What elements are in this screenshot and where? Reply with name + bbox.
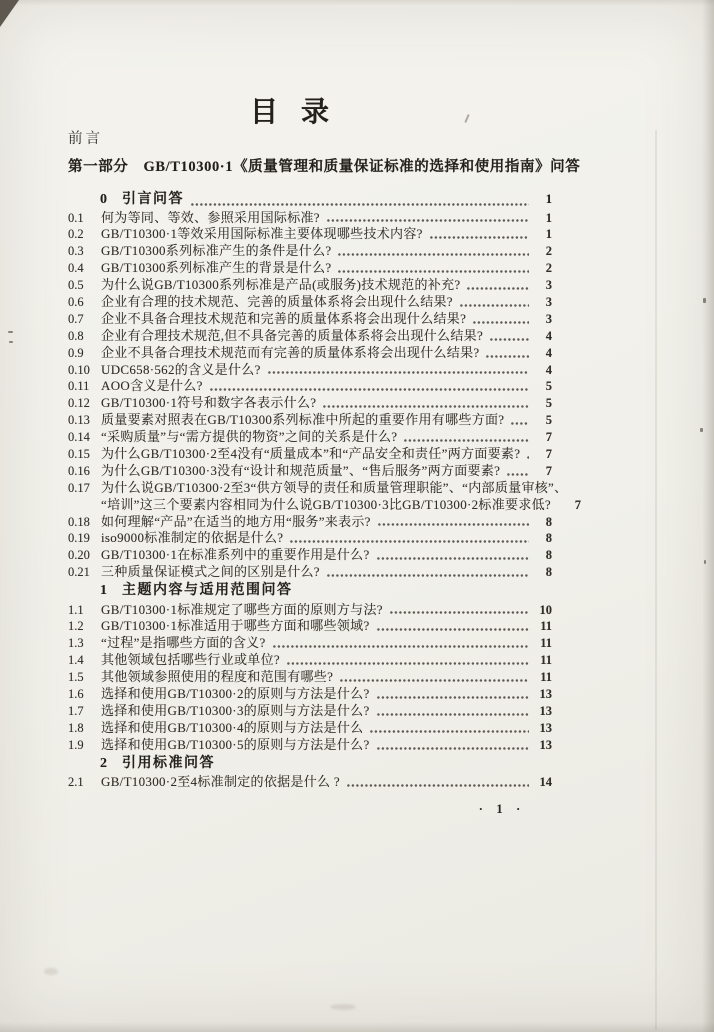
toc-entry-text: iso9000标准制定的依据是什么? <box>101 530 284 546</box>
toc-entry-number: 0.21 <box>68 565 90 580</box>
toc-entry-row <box>68 412 552 429</box>
toc-entry-text: 为什么GB/T10300·3没有“设计和规范质量”、“售后服务”两方面要素? <box>101 462 501 478</box>
toc-entry-row <box>68 210 552 227</box>
dotted-leader <box>290 540 529 543</box>
toc-entry-text: 质量要素对照表在GB/T10300系列标准中所起的重要作用有哪些方面? <box>101 412 505 428</box>
toc-entry-text: 企业不具备合理技术规范和完善的质量体系将会出现什么结果? <box>101 310 467 326</box>
toc-page-number: 11 <box>540 670 552 685</box>
toc-page-number: 4 <box>545 362 552 377</box>
toc-page-number: 5 <box>545 396 552 411</box>
foreword-label: 前言 <box>68 131 103 147</box>
toc-page-number: 8 <box>545 548 552 563</box>
toc-entry-number: 0.17 <box>68 480 90 495</box>
dotted-leader <box>191 203 529 206</box>
toc-entry-text: AOO含义是什么? <box>101 378 203 394</box>
scan-tick-mark <box>464 114 469 123</box>
toc-entry-text: GB/T10300系列标准产生的背景是什么? <box>101 260 332 276</box>
toc-entry-number: 0.20 <box>68 548 90 563</box>
toc-page-number: 7 <box>545 430 552 445</box>
toc-entry-number: 0.16 <box>68 463 90 478</box>
toc-page-number: 3 <box>545 294 552 309</box>
toc-entry-number: 0.19 <box>68 531 90 546</box>
dotted-leader <box>338 253 529 256</box>
toc-entry-text: 引用标准问答 <box>122 755 215 771</box>
toc-entry-text: 三种质量保证模式之间的区别是什么? <box>101 564 320 580</box>
toc-entry-number: 1.2 <box>68 619 84 634</box>
toc-page-number: 1 <box>545 210 552 225</box>
toc-page-number: 3 <box>545 311 552 326</box>
toc-entry-row <box>68 530 552 547</box>
toc-page-number: 7 <box>574 497 581 512</box>
toc-entry-text: 选择和使用GB/T10300·5的原则与方法是什么? <box>101 736 370 752</box>
toc-entry-number: 0.12 <box>68 396 90 411</box>
dotted-leader <box>377 696 529 699</box>
dotted-leader <box>377 747 529 750</box>
dotted-leader <box>377 557 529 560</box>
toc-entry-text: 企业有合理技术规范,但不具备完善的质量体系将会出现什么结果? <box>101 327 484 343</box>
dotted-leader <box>507 473 529 476</box>
toc-section-row <box>68 754 552 775</box>
dotted-leader <box>377 713 529 716</box>
toc-entry-row <box>68 547 552 564</box>
toc-entry-row <box>68 429 552 446</box>
toc-entry-text: 其他领域参照使用的程度和范围有哪些? <box>101 669 334 685</box>
toc-entry-row <box>68 602 552 619</box>
toc-entry-number: 0.1 <box>68 210 84 225</box>
toc-entry-number: 2 <box>100 755 107 771</box>
toc-entry-text: 引言问答 <box>122 192 184 207</box>
toc-page-number: 13 <box>539 687 552 702</box>
toc-entry-text: GB/T10300系列标准产生的条件是什么? <box>101 243 332 259</box>
toc-entry-text: “过程”是指哪些方面的含义? <box>101 635 266 651</box>
dotted-leader <box>210 388 529 391</box>
toc-page-number: 2 <box>545 261 552 276</box>
toc-entry-number: 0.13 <box>68 413 90 428</box>
toc-entry-number: 0.14 <box>68 430 90 445</box>
toc-entry-row <box>68 652 552 669</box>
toc-entry-number: 0.15 <box>68 446 90 461</box>
toc-entry-number: 0.4 <box>68 261 84 276</box>
toc-page-number: 8 <box>545 514 552 529</box>
toc-entry-row <box>68 479 568 497</box>
toc-entry-text: 选择和使用GB/T10300·4的原则与方法是什么 <box>101 719 364 735</box>
toc-entry-text: “采购质量”与“需方提供的物资”之间的关系是什么? <box>101 429 398 445</box>
toc-entry-number: 2.1 <box>68 775 84 790</box>
toc-entry-number: 0 <box>100 192 107 207</box>
toc-entry-text: 选择和使用GB/T10300·2的原则与方法是什么? <box>101 686 370 702</box>
dotted-leader <box>486 355 529 358</box>
scan-crease-line <box>655 130 657 1030</box>
toc-page-number: 13 <box>539 720 552 735</box>
toc-entry-text: 何为等同、等效、参照采用国际标准? <box>101 209 320 225</box>
toc-entry-number: 0.5 <box>68 278 84 293</box>
page-edge-shadow-bottom <box>0 1022 714 1032</box>
toc-page-number: 4 <box>545 328 552 343</box>
dotted-leader <box>404 439 529 442</box>
dotted-leader <box>370 730 529 733</box>
toc-page-number: 5 <box>545 379 552 394</box>
toc-entry-row <box>68 378 552 395</box>
scan-smudge <box>330 1004 356 1010</box>
page-number-footer: · 1 · <box>478 801 526 816</box>
toc-entry-number: 0.7 <box>68 311 84 326</box>
toc-page-number: 1 <box>545 192 552 206</box>
toc-entry-number: 0.11 <box>68 379 90 394</box>
toc-entry-row <box>68 243 552 260</box>
toc-entry-row <box>68 446 552 463</box>
toc-page-number: 13 <box>539 703 552 718</box>
toc-entry-number: 1.7 <box>68 703 84 718</box>
toc-page-number: 11 <box>540 619 552 634</box>
toc-section-row <box>68 189 552 210</box>
toc-entry-row-continuation <box>68 496 581 514</box>
toc-entry-text: GB/T10300·1标准适用于哪些方面和哪些领域? <box>101 618 370 634</box>
toc-entry-text: GB/T10300·1标准规定了哪些方面的原则方与法? <box>101 601 383 617</box>
toc-page-number: 7 <box>545 463 552 478</box>
toc-section-row <box>68 581 552 602</box>
scan-smudge <box>44 968 58 975</box>
toc-entry-row <box>68 774 552 791</box>
toc-page-number: 14 <box>539 775 552 790</box>
dotted-leader <box>378 523 529 526</box>
toc-entry-number: 0.9 <box>68 345 84 360</box>
toc-entry-row <box>68 311 552 328</box>
dotted-leader <box>287 662 529 665</box>
toc-entry-row <box>68 618 552 635</box>
toc-entry-number: 0.6 <box>68 294 84 309</box>
toc-page-number: 1 <box>545 227 552 242</box>
toc-page-number: 8 <box>545 531 552 546</box>
toc-page-number: 5 <box>545 413 552 428</box>
dotted-leader <box>327 574 529 577</box>
toc-entry-row <box>68 686 552 703</box>
toc-entry-row <box>68 514 552 531</box>
toc-page-number: 13 <box>539 737 552 752</box>
toc-entry-number: 1 <box>100 583 107 599</box>
toc-entry-row <box>68 328 552 345</box>
dotted-leader <box>338 270 529 273</box>
toc-entry-text: GB/T10300·2至4标准制定的依据是什么 ? <box>101 774 340 790</box>
toc-entry-row <box>68 260 552 277</box>
toc-entry-row <box>68 669 552 686</box>
toc-page-number: 11 <box>540 653 552 668</box>
toc-entry-text: GB/T10300·1符号和数字各表示什么? <box>101 395 317 411</box>
title-char-mu: 目 <box>250 97 280 128</box>
dotted-leader <box>490 338 529 341</box>
toc-entry-row <box>68 395 552 412</box>
toc-entry-text: 为什么说GB/T10300·2至3“供方领导的责任和质量管理职能”、“内部质量审核”、 <box>101 479 568 495</box>
toc-entry-number: 1.6 <box>68 687 84 702</box>
dotted-leader <box>430 236 529 239</box>
toc-entry-row <box>68 703 552 720</box>
toc-entry-number: 0.8 <box>68 328 84 343</box>
title-char-lu: 录 <box>301 97 331 128</box>
toc-entry-number: 1.8 <box>68 720 84 735</box>
toc-entry-number: 1.4 <box>68 653 84 668</box>
toc-page-number: 7 <box>545 446 552 461</box>
dotted-leader <box>340 679 529 682</box>
toc-entry-text: 主题内容与适用范围问答 <box>122 583 293 599</box>
dotted-leader <box>327 219 529 222</box>
toc-entry-number: 1.3 <box>68 636 84 651</box>
toc-list <box>68 189 581 791</box>
toc-entry-row <box>68 345 552 362</box>
dotted-leader <box>347 784 529 787</box>
dotted-leader <box>323 405 529 408</box>
dotted-leader <box>268 371 529 374</box>
part-one-heading: 第一部分 GB/T10300·1《质量管理和质量保证标准的选择和使用指南》问答 <box>68 159 581 175</box>
dotted-leader <box>473 321 529 324</box>
toc-entry-text: 如何理解“产品”在适当的地方用“服务”来表示? <box>101 513 371 529</box>
toc-page-number: 8 <box>545 565 552 580</box>
toc-entry-row <box>68 635 552 652</box>
toc-page-number: 4 <box>545 345 552 360</box>
toc-entry-row <box>68 720 552 737</box>
toc-entry-number: 0.18 <box>68 514 90 529</box>
toc-entry-text: 选择和使用GB/T10300·3的原则与方法是什么? <box>101 702 370 718</box>
dotted-leader <box>390 611 529 614</box>
toc-entry-text: GB/T10300·1在标准系列中的重要作用是什么? <box>101 547 370 563</box>
toc-entry-row <box>68 226 552 243</box>
toc-entry-text: 企业不具备合理技术规范而有完善的质量体系将会出现什么结果? <box>101 344 480 360</box>
toc-entry-row <box>68 294 552 311</box>
toc-entry-text: 为什么说GB/T10300系列标准是产品(或服务)技术规范的补充? <box>101 277 461 293</box>
toc-entry-row <box>68 564 552 581</box>
toc-page-number: 11 <box>540 636 552 651</box>
toc-page-number: 10 <box>539 602 552 617</box>
toc-entry-text: UDC658·562的含义是什么? <box>101 361 261 377</box>
toc-entry-text: 为什么GB/T10300·2至4没有“质量成本”和“产品安全和责任”两方面要素? <box>101 445 521 461</box>
dotted-leader <box>460 304 529 307</box>
toc-entry-number: 1.9 <box>68 737 84 752</box>
page-title <box>250 90 330 130</box>
toc-entry-number: 1.5 <box>68 670 84 685</box>
scan-speck <box>8 331 13 333</box>
toc-entry-number: 0.10 <box>68 362 90 377</box>
toc-page-number: 2 <box>545 244 552 259</box>
toc-entry-row <box>68 362 552 379</box>
dotted-leader <box>527 456 529 459</box>
toc-entry-number: 0.3 <box>68 244 84 259</box>
dotted-leader <box>377 628 529 631</box>
toc-entry-row <box>68 737 552 754</box>
toc-entry-row <box>68 463 552 480</box>
toc-page-number: 3 <box>545 278 552 293</box>
toc-entry-number: 0.2 <box>68 227 84 242</box>
toc-entry-row <box>68 277 552 294</box>
dotted-leader <box>511 422 529 425</box>
dotted-leader <box>467 287 529 290</box>
page-edge-shadow-top <box>0 0 714 6</box>
toc-entry-text: 企业有合理的技术规范、完善的质量体系将会出现什么结果? <box>101 293 453 309</box>
scan-speck <box>9 341 13 343</box>
toc-entry-text: 其他领域包括哪些行业或单位? <box>101 652 280 668</box>
toc-entry-text: GB/T10300·1等效采用国际标准主要体现哪些技术内容? <box>101 226 423 242</box>
toc-entry-number: 1.1 <box>68 602 84 617</box>
toc-entry-text: “培训”这三个要素内容相同为什么说GB/T10300·3比GB/T10300·2标准要求低? <box>101 496 551 512</box>
page-edge-shadow-right <box>702 0 714 1032</box>
dotted-leader <box>273 645 529 648</box>
